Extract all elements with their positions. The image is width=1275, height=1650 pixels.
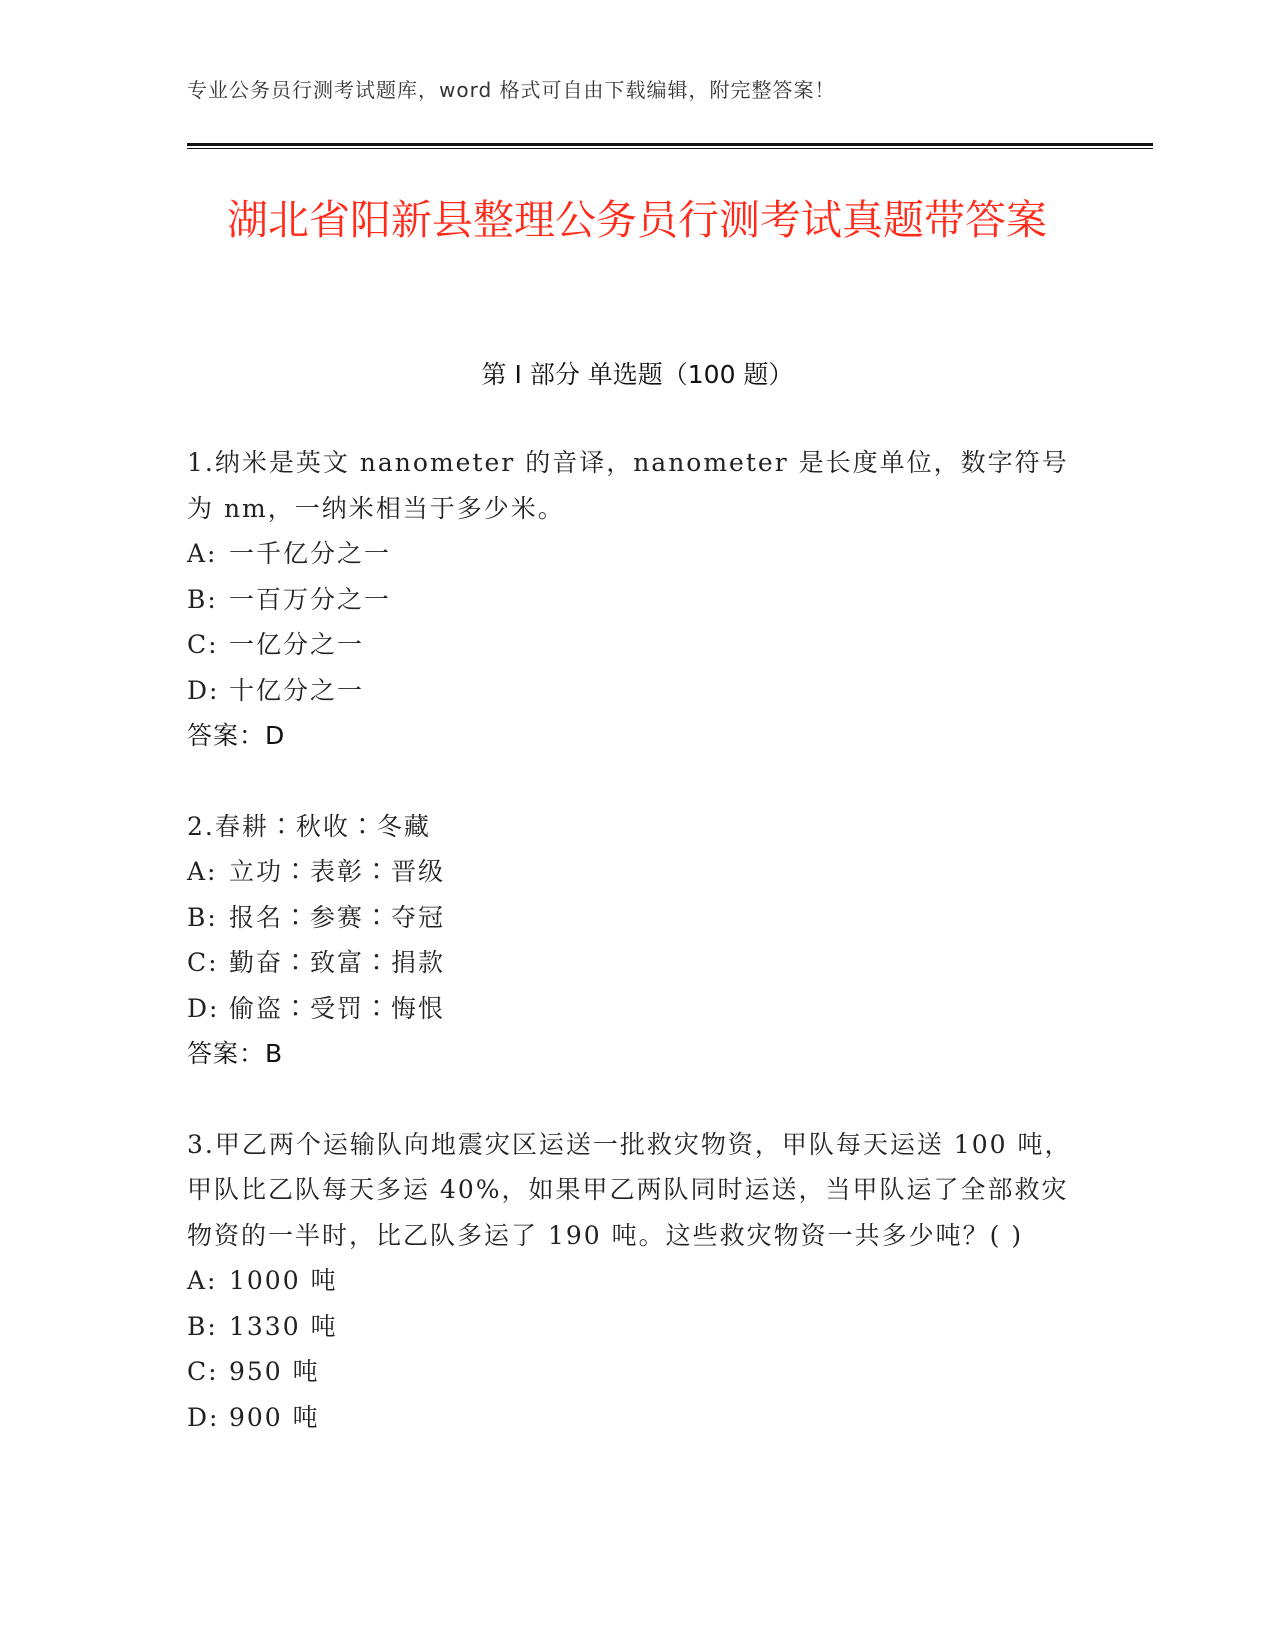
option-text: 报名∶参赛∶夺冠 [229,902,446,932]
option-key: C: [187,1357,219,1386]
option-a [187,849,1087,895]
option-b [187,577,1087,623]
answer-line: 答案：B [187,1039,284,1068]
question-stem: 3.甲乙两个运输队向地震灾区运送一批救灾物资，甲队每天运送 100 吨，甲队比乙队每天多运 40%，如果甲乙两队同时运送，当甲队运了全部救灾物资的一半时，比乙队多运了 190 吨。这些救灾物资一共多少吨？( ) [187,1129,1072,1250]
header-note: 专业公务员行测考试题库，word 格式可自由下载编辑，附完整答案！ [187,78,836,102]
question-1 [187,440,1087,759]
option-text: 一亿分之一 [229,630,365,659]
option-c [187,622,1087,668]
option-key: C: [187,630,219,659]
option-c [187,940,1087,986]
option-a [187,531,1087,577]
option-text: 1330 吨 [229,1311,338,1341]
document-title: 湖北省阳新县整理公务员行测考试真题带答案 [227,196,1047,244]
option-text: 950 吨 [229,1357,320,1386]
question-2 [187,804,1087,1077]
option-text: 900 吨 [229,1402,320,1432]
option-key: A: [187,539,218,568]
option-key: D: [187,675,220,705]
option-key: B: [187,1311,218,1341]
option-key: D: [187,993,220,1023]
option-text: 一千亿分之一 [229,539,392,568]
question-stem: 1.纳米是英文 nanometer 的音译，nanometer 是长度单位，数字符号为 nm，一纳米相当于多少米。 [187,448,1069,523]
question-3 [187,1122,1087,1441]
option-text: 偷盗∶受罚∶悔恨 [229,993,446,1023]
option-d [187,986,1087,1032]
option-key: A: [187,1266,218,1295]
option-key: B: [187,902,218,932]
option-key: B: [187,584,218,614]
option-key: A: [187,857,218,886]
option-key: C: [187,948,219,977]
option-d [187,1395,1087,1441]
option-c [187,1349,1087,1395]
option-text: 十亿分之一 [229,675,365,705]
option-text: 勤奋∶致富∶捐款 [229,948,446,977]
option-text: 1000 吨 [229,1266,338,1295]
question-stem: 2.春耕∶秋收∶冬藏 [187,811,431,841]
option-a [187,1258,1087,1304]
option-key: D: [187,1402,220,1432]
option-d [187,668,1087,714]
section-heading: 第 I 部分 单选题（100 题） [481,360,794,389]
option-text: 一百万分之一 [229,584,392,614]
header-divider [187,143,1153,149]
answer-line: 答案：D [187,721,286,750]
option-b [187,895,1087,941]
question-list [187,440,1087,1485]
option-b [187,1304,1087,1350]
option-text: 立功∶表彰∶晋级 [229,857,446,886]
